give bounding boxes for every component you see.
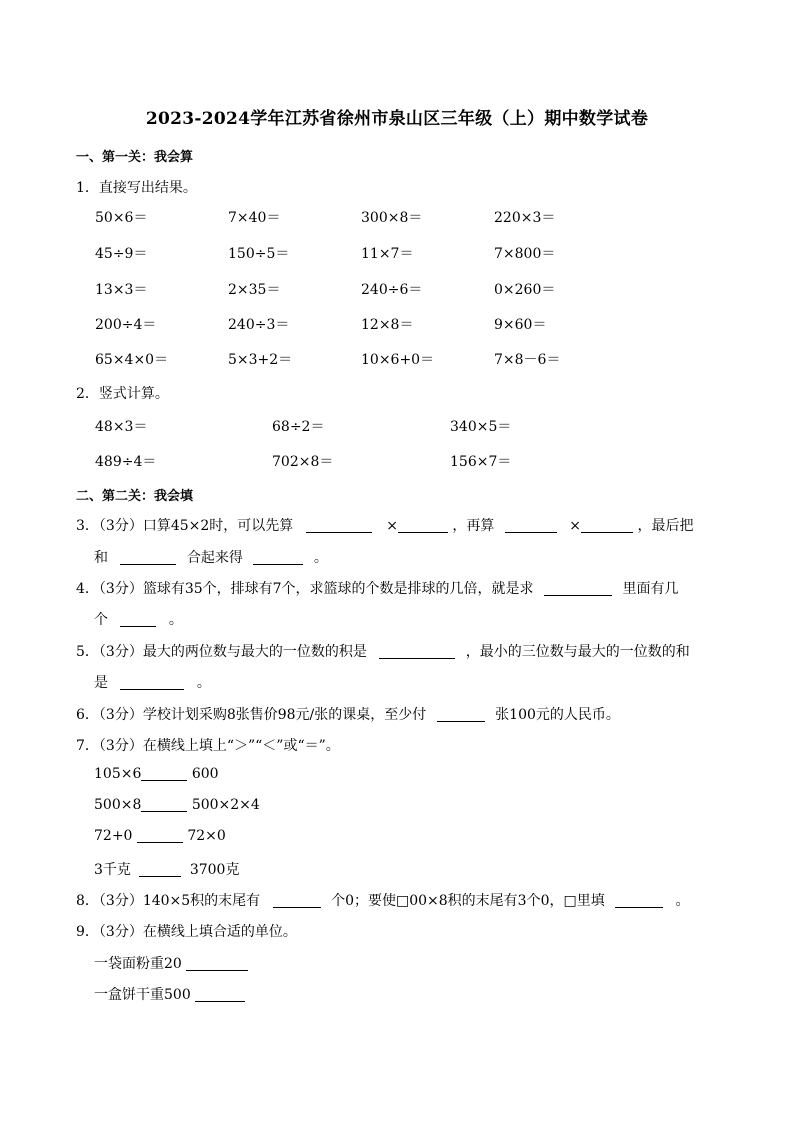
q7-item [94,859,239,879]
q7-left: 3千克 [94,862,131,878]
question-3-cont [94,547,328,567]
q2-item: 702×8＝ [272,454,334,470]
q4-text-b: 里面有几 [622,581,679,597]
q8-blank-2[interactable] [615,893,663,908]
q1-item: 7×800＝ [494,246,556,262]
question-4-cont [94,609,183,629]
q1-item: 9×60＝ [494,317,547,333]
q2-item: 489÷4＝ [95,454,157,470]
q3-text-c: ，再算 [452,518,495,534]
q7-blank[interactable] [141,766,187,781]
q7-blank[interactable] [141,797,187,812]
q3-text-g: 合起来得 [186,550,243,566]
q3-blank-5[interactable] [120,550,176,565]
q7-right: 500×2×4 [191,797,260,813]
q7-item [94,766,219,782]
q2-item: 68÷2＝ [272,419,325,435]
q7-left: 105×6 [94,766,142,782]
q2-item: 48×3＝ [95,419,148,435]
section-2-heading: 二、第二关：我会填 [76,489,194,504]
question-6 [76,704,620,724]
q9-item [94,953,248,973]
q7-left: 500×8 [94,797,142,813]
q8-text-c: 。 [675,893,690,909]
q2-item: 340×5＝ [450,419,512,435]
q4-blank-1[interactable] [544,581,612,596]
q9-item [94,984,245,1004]
q9-text: 一盒饼干重500 [94,987,191,1003]
q8-text-b: 个0；要使□00×8积的末尾有3个0，□里填 [331,893,605,909]
q3-text-a: 3．（3分）口算45×2时，可以先算 [76,518,294,534]
q3-text-d: × [569,518,582,534]
q3-text-e: ，最后把 [637,518,694,534]
q5-text-c: 是 [94,675,108,691]
q4-text-c: 个 [94,612,108,628]
q1-item: 2×35＝ [228,282,281,298]
q1-item: 10×6+0＝ [361,352,435,368]
q7-label: 7．（3分）在横线上填上“＞”“＜”或“＝”。 [76,738,340,754]
q7-right: 600 [191,766,219,782]
q1-item: 240÷3＝ [228,317,290,333]
q3-text-f: 和 [94,550,108,566]
q9-blank[interactable] [195,987,245,1002]
q7-blank[interactable] [139,862,181,877]
q2-item: 156×7＝ [450,454,512,470]
q1-item: 12×8＝ [361,317,414,333]
q5-text-a: 5．（3分）最大的两位数与最大的一位数的积是 [76,644,367,660]
q3-text-b: × [386,518,398,534]
q9-label: 9．（3分）在横线上填合适的单位。 [76,924,297,940]
q5-text-b: ，最小的三位数与最大的一位数的和 [465,644,690,660]
q1-item: 300×8＝ [361,210,423,226]
q8-text-a: 8．（3分）140×5积的末尾有 [76,893,261,909]
q7-left: 72+0 [94,828,133,844]
q7-item [94,828,226,844]
q1-item: 5×3+2＝ [228,352,293,368]
q9-text: 一袋面粉重20 [94,956,182,972]
q1-label: 1．直接写出结果。 [76,180,197,196]
q4-blank-2[interactable] [120,612,156,627]
q6-blank-1[interactable] [437,707,485,722]
q9-blank[interactable] [186,956,248,971]
question-4 [76,578,678,598]
q3-blank-3[interactable] [505,518,557,533]
q3-blank-1[interactable] [306,518,372,533]
question-5 [76,641,690,661]
q5-text-d: 。 [196,675,211,691]
q1-item: 11×7＝ [361,246,414,262]
q5-blank-2[interactable] [120,675,184,690]
q1-item: 200÷4＝ [95,317,157,333]
q5-blank-1[interactable] [379,644,455,659]
q1-item: 7×40＝ [228,210,281,226]
q3-text-h: 。 [313,550,328,566]
q1-item: 50×6＝ [95,210,148,226]
exam-title: 2023-2024学年江苏省徐州市泉山区三年级（上）期中数学试卷 [145,109,649,129]
q1-item: 220×3＝ [494,210,556,226]
q3-blank-6[interactable] [253,550,303,565]
q1-item: 65×4×0＝ [95,352,169,368]
q7-item [94,797,260,813]
q7-right: 72×0 [187,828,226,844]
question-8 [76,890,690,910]
q7-right: 3700克 [189,862,240,878]
q4-text-a: 4．（3分）篮球有35个，排球有7个，求篮球的个数是排球的几倍，就是求 [76,581,534,597]
q7-blank[interactable] [137,828,183,843]
q3-blank-2[interactable] [398,518,448,533]
q1-item: 45÷9＝ [95,246,148,262]
question-3 [76,515,693,535]
q6-text-a: 6．（3分）学校计划采购8张售价98元/张的课桌，至少付 [76,707,427,723]
q1-item: 240÷6＝ [361,282,423,298]
q1-item: 7×8－6＝ [494,352,561,368]
q4-text-d: 。 [168,612,183,628]
q3-blank-4[interactable] [581,518,633,533]
q1-item: 13×3＝ [95,282,148,298]
q1-item: 150÷5＝ [228,246,290,262]
q2-label: 2．竖式计算。 [76,386,169,402]
section-1-heading: 一、第一关：我会算 [76,150,194,165]
q1-item: 0×260＝ [494,282,556,298]
question-5-cont [94,672,211,692]
q6-text-b: 张100元的人民币。 [495,707,620,723]
q8-blank-1[interactable] [273,893,321,908]
